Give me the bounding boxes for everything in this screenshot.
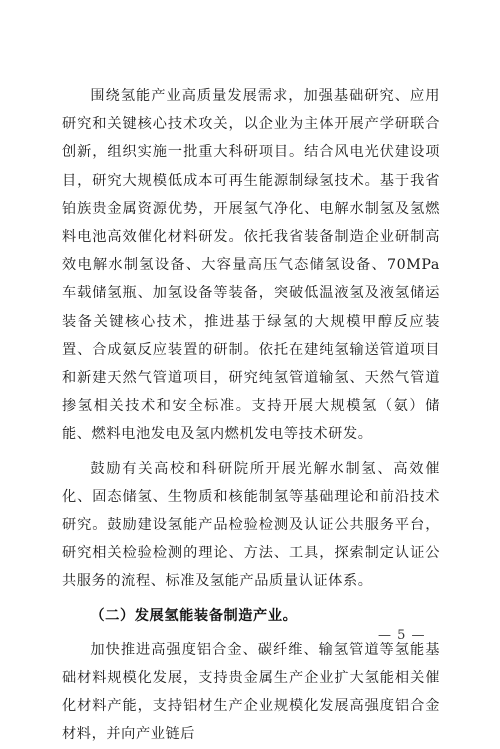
page-number: — 5 —: [378, 628, 426, 643]
document-body: [62, 82, 440, 749]
section-heading: （二）发展氢能装备制造产业。: [90, 607, 298, 624]
paragraph-hydrogen-research: 围绕氢能产业高质量发展需求，加强基础研究、应用研究和关键核心技术攻关，以企业为主体开展产学研联合创新，组织实施一批重大科研项目。结合风电光伏建设项目，研究大规模低成本可再生能源制绿氢技术。基于我省铂族贵金属资源优势，开展氢气净化、电解水制氢及氢燃料电池高效催化材料研发。依托我省装备制造企业研制高效电解水制氢设备、大容量高压气态储氢设备、70MPa车载储氢瓶、加氢设备等装备，突破低温液氢及液氢储运装备关键核心技术，推进基于绿氢的大规模甲醇反应装置、合成氨反应装置的研制。依托在建纯氢输送管道项目和新建天然气管道项目，研究纯氢管道输氢、天然气管道掺氢相关技术和安全标准。支持开展大规模氢（氨）储能、燃料电池发电及氢内燃机发电等技术研发。: [62, 88, 440, 443]
paragraph-materials: 加快推进高强度铝合金、碳纤维、输氢管道等氢能基础材料规模化发展，支持贵金属生产企业扩大氢能相关催化材料产能，支持铝材生产企业规模化发展高强度铝合金材料，并向产业链后: [62, 641, 440, 743]
paragraph-universities-research: 鼓励有关高校和科研院所开展光解水制氢、高效催化、固态储氢、生物质和核能制氢等基础理论和前沿技术研究。鼓励建设氢能产品检验检测及认证公共服务平台，研究相关检验检测的理论、方法、工具，探索制定认证公共服务的流程、标准及氢能产品质量认证体系。: [62, 460, 440, 590]
